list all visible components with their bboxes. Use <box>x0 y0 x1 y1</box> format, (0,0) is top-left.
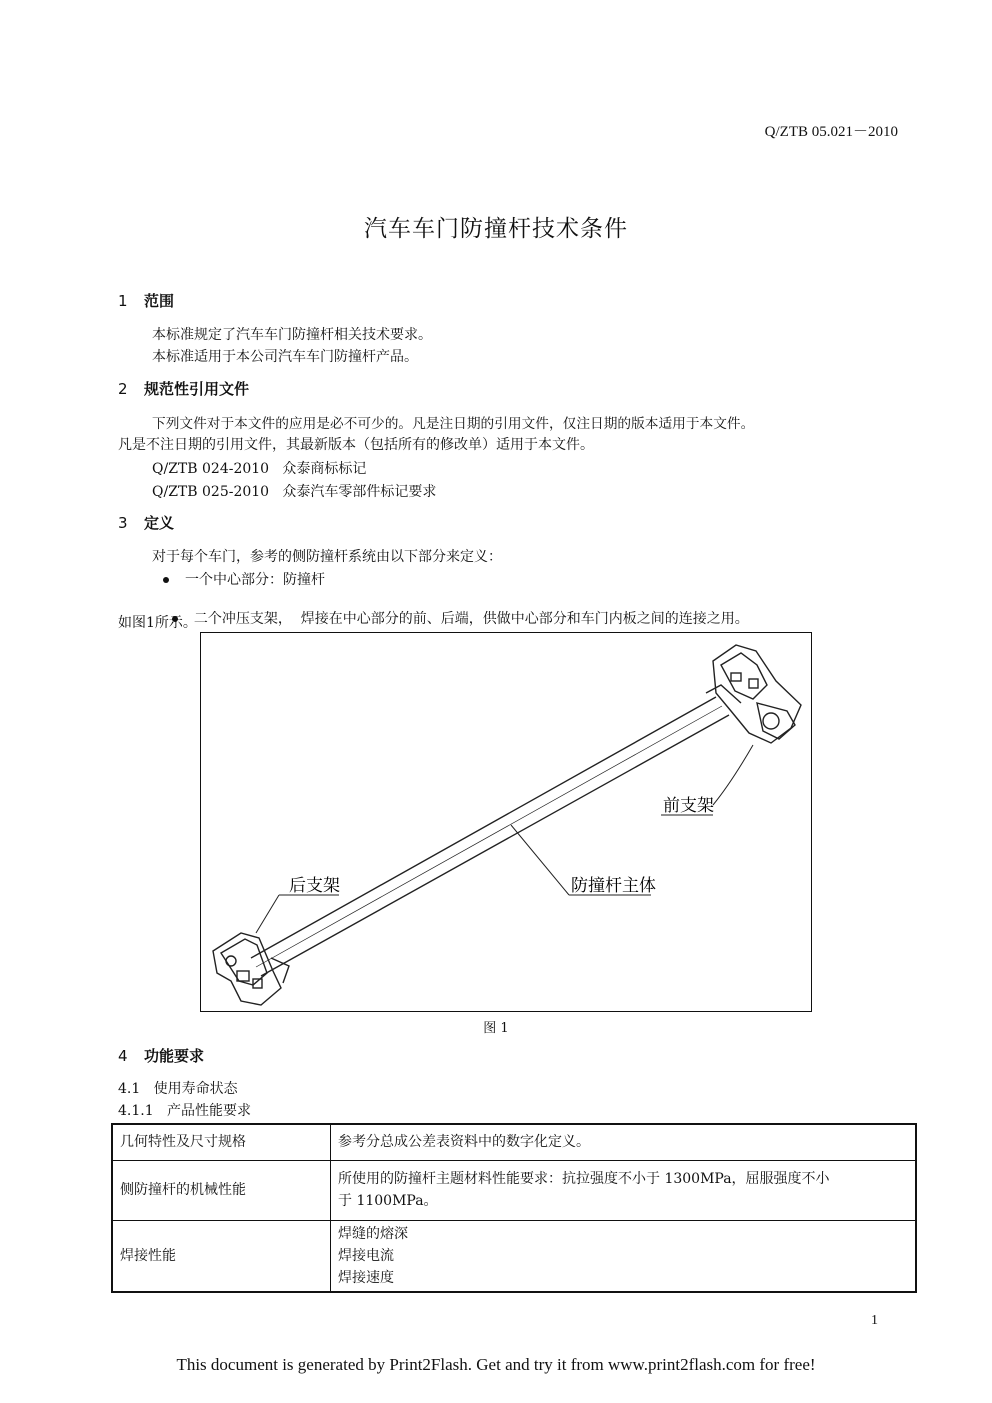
section-number: 4 <box>118 1047 128 1065</box>
beam-edge <box>261 715 729 976</box>
bullet-item <box>163 569 325 589</box>
leader-line <box>256 895 279 933</box>
subsection-heading: 4.1.1 产品性能要求 <box>118 1103 251 1119</box>
paragraph: 对于每个车门，参考的侧防撞杆系统由以下部分来定义： <box>152 549 502 565</box>
beam-edge <box>251 697 716 958</box>
section-title: 规范性引用文件 <box>144 380 250 398</box>
table-row <box>112 1124 916 1160</box>
leader-line <box>511 825 569 895</box>
cell-line: 参考分总成公差表资料中的数字化定义。 <box>338 1134 590 1151</box>
table-row <box>112 1220 916 1292</box>
bullet-item <box>163 592 749 628</box>
cell-line: 焊接速度 <box>338 1269 394 1286</box>
performance-table <box>111 1123 917 1293</box>
bullet-icon <box>163 577 169 583</box>
section-title: 范围 <box>144 292 175 310</box>
cell-line: 焊缝的熔深 <box>338 1225 408 1242</box>
leader-line <box>713 745 753 805</box>
reference-item: Q/ZTB 024-2010 众泰商标标记 <box>152 461 367 477</box>
section-number: 2 <box>118 380 128 398</box>
section-number: 1 <box>118 292 128 310</box>
paragraph: 本标准适用于本公司汽车车门防撞杆产品。 <box>152 349 418 365</box>
figure-frame <box>200 632 812 1012</box>
section-number: 3 <box>118 514 128 532</box>
table-cell-name: 几何特性及尺寸规格 <box>112 1124 331 1160</box>
table-cell-value <box>331 1160 917 1220</box>
door-beam-drawing <box>201 633 810 1010</box>
reference-item: Q/ZTB 025-2010 众泰汽车零部件标记要求 <box>152 484 437 500</box>
paragraph: 如图1所示。 <box>118 615 197 631</box>
section-3-heading <box>118 512 174 533</box>
cell-line: 焊接电流 <box>338 1247 394 1264</box>
paragraph: 下列文件对于本文件的应用是必不可少的。凡是注日期的引用文件，仅注日期的版本适用于本文件。 <box>152 416 755 432</box>
table-cell-name: 侧防撞杆的机械性能 <box>112 1160 331 1220</box>
table-cell-name: 焊接性能 <box>112 1220 331 1292</box>
figure-caption: 图 1 <box>483 1021 509 1036</box>
beam-centerline <box>256 706 722 967</box>
front-bracket-shape <box>706 645 801 743</box>
cell-line: 所使用的防撞杆主题材料性能要求：抗拉强度不小于 1300MPa，屈服强度不小 <box>338 1171 830 1187</box>
footer-note: This document is generated by Print2Flash. Get and try it from www.print2flash.com for free! <box>176 1355 816 1374</box>
document-title: 汽车车门防撞杆技术条件 <box>364 216 628 242</box>
section-1-heading <box>118 290 174 311</box>
section-title: 功能要求 <box>144 1047 205 1065</box>
paragraph: 本标准规定了汽车车门防撞杆相关技术要求。 <box>152 327 432 343</box>
paragraph: 凡是不注日期的引用文件，其最新版本（包括所有的修改单）适用于本文件。 <box>118 437 594 453</box>
section-2-heading <box>118 378 249 399</box>
table-cell-value <box>331 1220 917 1292</box>
table-cell-value <box>331 1124 917 1160</box>
section-title: 定义 <box>144 514 175 532</box>
table-row <box>112 1160 916 1220</box>
page-number: 1 <box>871 1313 878 1328</box>
bullet-text: 二个冲压支架， 焊接在中心部分的前、后端，供做中心部分和车门内板之间的连接之用。 <box>193 611 749 627</box>
section-4-heading <box>118 1045 204 1066</box>
bullet-text: 一个中心部分：防撞杆 <box>185 572 325 588</box>
front-bracket-label: 前支架 <box>663 796 714 816</box>
main-body-label: 防撞杆主体 <box>571 876 656 896</box>
cell-line: 于 1100MPa。 <box>338 1193 438 1209</box>
document-code: Q/ZTB 05.021－2010 <box>764 124 898 140</box>
rear-bracket-label: 后支架 <box>289 876 340 896</box>
subsection-heading: 4.1 使用寿命状态 <box>118 1081 238 1097</box>
